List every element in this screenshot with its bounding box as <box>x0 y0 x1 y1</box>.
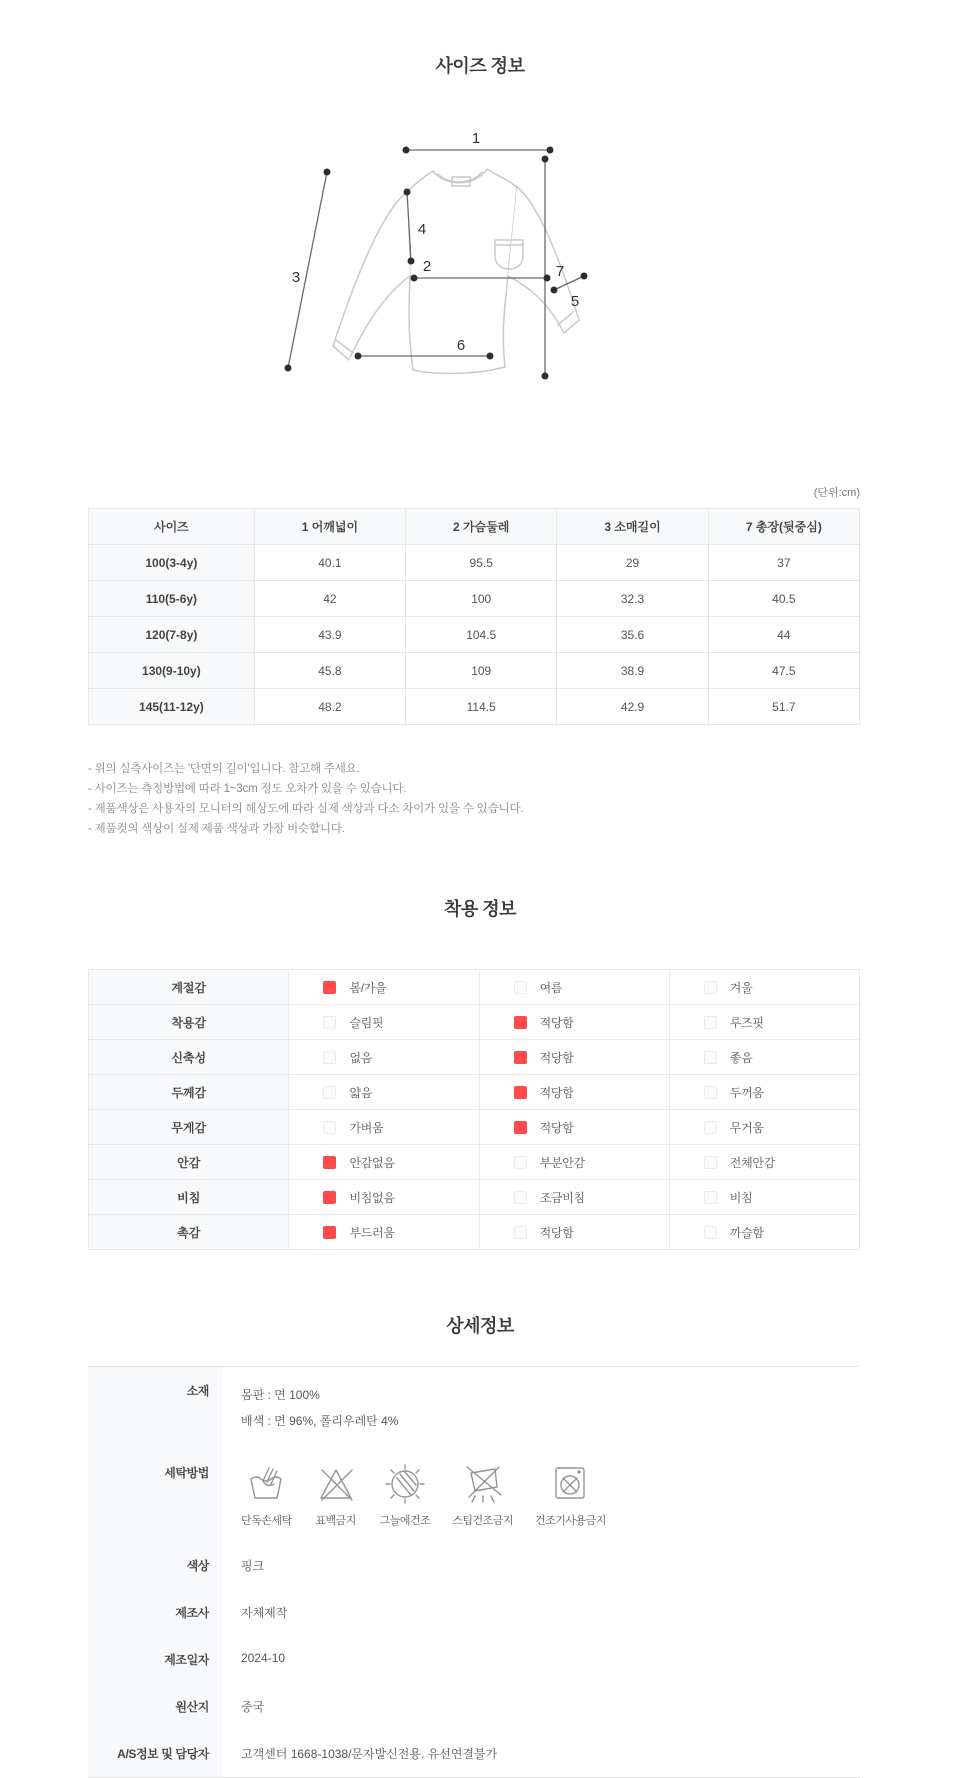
unchecked-box-icon <box>323 1086 336 1099</box>
fit-option-cell <box>289 1040 479 1075</box>
unit-label: (단위:cm) <box>813 487 860 499</box>
detail-row-label: 세탁방법 <box>88 1449 223 1542</box>
fit-option-cell <box>669 1005 859 1040</box>
fit-option-label: 적당함 <box>539 1120 574 1135</box>
fit-option-cell <box>669 1040 859 1075</box>
size-section-title: 사이즈 정보 <box>435 56 525 76</box>
fit-table-row <box>89 1180 860 1215</box>
wash-care-label: 그늘에건조 <box>379 1515 431 1527</box>
fit-option-cell <box>479 1005 669 1040</box>
checked-box-icon <box>323 1156 336 1169</box>
size-name-cell: 120(7-8y) <box>89 617 255 653</box>
size-value-cell: 44 <box>708 617 859 653</box>
fit-option-cell <box>479 970 669 1005</box>
fit-option-label: 조금비침 <box>539 1190 585 1205</box>
unchecked-box-icon <box>704 1051 717 1064</box>
fit-option-label: 비침없음 <box>349 1190 395 1205</box>
wash-care-symbol <box>452 1461 513 1528</box>
shirt-measurement-diagram <box>270 124 690 404</box>
size-column-header: 7 총장(뒷중심) <box>708 509 859 545</box>
unchecked-box-icon <box>704 1191 717 1204</box>
measure-label-2: 2 <box>422 258 432 275</box>
size-note-line: - 사이즈는 측정방법에 따라 1~3cm 정도 오차가 있을 수 있습니다. <box>88 783 407 795</box>
no-tumble-dry-icon <box>548 1461 592 1505</box>
fit-option-label: 적당함 <box>539 1085 574 1100</box>
size-value-cell: 40.5 <box>708 581 859 617</box>
checked-box-icon <box>323 981 336 994</box>
size-column-header: 3 소매길이 <box>557 509 708 545</box>
detail-row-label: A/S정보 및 담당자 <box>88 1730 223 1777</box>
wash-care-label: 건조기사용금지 <box>535 1515 606 1527</box>
size-table-body <box>89 545 860 725</box>
size-table-row <box>89 617 860 653</box>
size-note-line: - 제품색상은 사용자의 모니터의 해상도에 따라 실제 색상과 다소 차이가 있을 수 있습니다. <box>88 803 524 815</box>
fit-table-row <box>89 1005 860 1040</box>
fit-option-cell <box>669 1075 859 1110</box>
fit-option-label: 얇음 <box>349 1085 373 1100</box>
fit-option-cell <box>669 1215 859 1250</box>
unchecked-box-icon <box>514 1191 527 1204</box>
fit-option-label: 겨울 <box>729 980 753 995</box>
size-table-header-row <box>89 509 860 545</box>
detail-section-title: 상세정보 <box>446 1316 514 1336</box>
detail-row-label: 제조사 <box>88 1589 223 1636</box>
fit-section-title: 착용 정보 <box>443 899 517 919</box>
fit-option-cell <box>669 1180 859 1215</box>
fit-option-cell <box>479 1145 669 1180</box>
fit-option-cell <box>479 1075 669 1110</box>
checked-box-icon <box>514 1016 527 1029</box>
fit-category-label: 무게감 <box>89 1110 289 1145</box>
fit-option-label: 슬림핏 <box>349 1015 384 1030</box>
size-table-row <box>89 545 860 581</box>
size-value-cell: 43.9 <box>254 617 405 653</box>
checked-box-icon <box>514 1086 527 1099</box>
fit-option-cell <box>669 1110 859 1145</box>
fit-category-label: 착용감 <box>89 1005 289 1040</box>
fit-option-label: 까슬함 <box>729 1225 764 1240</box>
wash-care-symbol <box>380 1461 431 1528</box>
size-table-row <box>89 581 860 617</box>
handwash-icon <box>244 1461 288 1505</box>
measure-label-4: 4 <box>417 221 427 238</box>
fit-section <box>0 895 960 1250</box>
fit-option-label: 전체안감 <box>729 1155 775 1170</box>
measure-label-3: 3 <box>291 269 301 286</box>
fit-option-label: 안감없음 <box>349 1155 395 1170</box>
wash-care-label: 단독손세탁 <box>241 1515 292 1527</box>
detail-row-value: 고객센터 1668-1038/문자발신전용. 유선연결불가 <box>241 1747 498 1761</box>
unchecked-box-icon <box>323 1051 336 1064</box>
detail-row-label: 색상 <box>88 1542 223 1589</box>
fit-table-row <box>89 1110 860 1145</box>
size-value-cell: 48.2 <box>254 689 405 725</box>
no-bleach-icon <box>314 1461 358 1505</box>
size-value-cell: 35.6 <box>557 617 708 653</box>
size-value-cell: 42.9 <box>557 689 708 725</box>
fit-table <box>88 969 860 1250</box>
size-note-line: - 제품컷의 색상이 실제 제품 색상과 가장 비슷합니다. <box>88 823 345 835</box>
fit-table-row <box>89 1215 860 1250</box>
fit-option-label: 없음 <box>349 1050 373 1065</box>
size-value-cell: 37 <box>708 545 859 581</box>
size-value-cell: 100 <box>406 581 557 617</box>
shade-dry-icon <box>383 1461 427 1505</box>
fit-table-row <box>89 1145 860 1180</box>
fit-table-row <box>89 1040 860 1075</box>
size-value-cell: 114.5 <box>406 689 557 725</box>
fit-option-cell <box>289 1215 479 1250</box>
fit-option-label: 적당함 <box>539 1225 574 1240</box>
unchecked-box-icon <box>704 1016 717 1029</box>
unchecked-box-icon <box>704 1086 717 1099</box>
material-line: 배색 : 면 96%, 폴리우레탄 4% <box>241 1414 399 1428</box>
fit-table-body <box>89 970 860 1250</box>
size-value-cell: 38.9 <box>557 653 708 689</box>
detail-row-value: 자체제작 <box>241 1606 288 1620</box>
size-name-cell: 130(9-10y) <box>89 653 255 689</box>
detail-row-label: 원산지 <box>88 1683 223 1730</box>
size-value-cell: 47.5 <box>708 653 859 689</box>
size-value-cell: 95.5 <box>406 545 557 581</box>
size-name-cell: 100(3-4y) <box>89 545 255 581</box>
unchecked-box-icon <box>323 1016 336 1029</box>
unchecked-box-icon <box>514 981 527 994</box>
wash-care-symbol <box>241 1461 292 1528</box>
checked-box-icon <box>323 1191 336 1204</box>
size-value-cell: 32.3 <box>557 581 708 617</box>
size-table-row <box>89 653 860 689</box>
size-value-cell: 45.8 <box>254 653 405 689</box>
fit-option-cell <box>289 1145 479 1180</box>
wash-care-symbol <box>535 1461 606 1528</box>
measure-label-6: 6 <box>456 337 466 354</box>
fit-option-cell <box>479 1215 669 1250</box>
measure-label-1: 1 <box>471 130 481 147</box>
fit-option-label: 가벼움 <box>349 1120 384 1135</box>
fit-option-cell <box>289 970 479 1005</box>
size-value-cell: 40.1 <box>254 545 405 581</box>
size-column-header: 사이즈 <box>89 509 255 545</box>
size-value-cell: 29 <box>557 545 708 581</box>
measure-label-5: 5 <box>570 293 580 310</box>
size-note-line: - 위의 실측사이즈는 '단면의 길이'입니다. 참고해 주세요. <box>88 763 360 775</box>
fit-option-label: 여름 <box>539 980 563 995</box>
fit-category-label: 신축성 <box>89 1040 289 1075</box>
wash-care-label: 표백금지 <box>315 1515 356 1527</box>
detail-row-value <box>223 1449 860 1542</box>
detail-row-value <box>223 1367 860 1449</box>
checked-box-icon <box>323 1226 336 1239</box>
fit-option-label: 적당함 <box>539 1015 574 1030</box>
wash-care-symbol <box>314 1461 358 1528</box>
size-value-cell: 42 <box>254 581 405 617</box>
detail-table <box>88 1366 860 1778</box>
shirt-right-sleeve <box>508 187 579 333</box>
size-table <box>88 508 860 725</box>
fit-option-cell <box>289 1075 479 1110</box>
measure-label-7: 7 <box>555 263 565 280</box>
fit-option-cell <box>289 1180 479 1215</box>
unchecked-box-icon <box>514 1156 527 1169</box>
size-name-cell: 145(11-12y) <box>89 689 255 725</box>
fit-option-cell <box>669 970 859 1005</box>
detail-row-label: 소재 <box>88 1367 223 1449</box>
detail-row-value: 핑크 <box>241 1559 265 1573</box>
fit-option-label: 부분안감 <box>539 1155 585 1170</box>
fit-option-cell <box>479 1180 669 1215</box>
size-notes <box>88 759 860 839</box>
no-steam-dry-icon <box>461 1461 505 1505</box>
unchecked-box-icon <box>323 1121 336 1134</box>
fit-option-label: 좋음 <box>729 1050 753 1065</box>
fit-category-label: 촉감 <box>89 1215 289 1250</box>
unchecked-box-icon <box>704 1156 717 1169</box>
size-table-row <box>89 689 860 725</box>
fit-option-cell <box>669 1145 859 1180</box>
detail-row-label: 제조일자 <box>88 1636 223 1683</box>
unchecked-box-icon <box>704 1121 717 1134</box>
size-column-header: 1 어깨넓이 <box>254 509 405 545</box>
fit-category-label: 두께감 <box>89 1075 289 1110</box>
size-value-cell: 104.5 <box>406 617 557 653</box>
checked-box-icon <box>514 1121 527 1134</box>
detail-row-value: 2024-10 <box>241 1651 286 1665</box>
fit-category-label: 안감 <box>89 1145 289 1180</box>
fit-table-row <box>89 1075 860 1110</box>
fit-option-label: 봄/가을 <box>349 980 387 995</box>
size-value-cell: 51.7 <box>708 689 859 725</box>
unchecked-box-icon <box>704 1226 717 1239</box>
fit-category-label: 비침 <box>89 1180 289 1215</box>
detail-row-value: 중국 <box>241 1700 265 1714</box>
fit-option-label: 부드러움 <box>349 1225 395 1240</box>
fit-option-label: 무거움 <box>729 1120 764 1135</box>
unchecked-box-icon <box>704 981 717 994</box>
shirt-left-sleeve <box>333 192 410 360</box>
detail-section <box>0 1312 960 1778</box>
checked-box-icon <box>514 1051 527 1064</box>
fit-option-label: 두꺼움 <box>729 1085 764 1100</box>
wash-care-label: 스팀건조금지 <box>452 1515 514 1527</box>
size-value-cell: 109 <box>406 653 557 689</box>
fit-table-row <box>89 970 860 1005</box>
fit-option-label: 비침 <box>729 1190 753 1205</box>
size-section <box>0 0 960 839</box>
unchecked-box-icon <box>514 1226 527 1239</box>
fit-option-label: 적당함 <box>539 1050 574 1065</box>
material-line: 몸판 : 면 100% <box>241 1388 320 1402</box>
fit-option-cell <box>289 1110 479 1145</box>
fit-option-label: 루즈핏 <box>729 1015 764 1030</box>
fit-option-cell <box>479 1040 669 1075</box>
fit-option-cell <box>479 1110 669 1145</box>
fit-category-label: 계절감 <box>89 970 289 1005</box>
fit-option-cell <box>289 1005 479 1040</box>
size-name-cell: 110(5-6y) <box>89 581 255 617</box>
size-column-header: 2 가슴둘레 <box>406 509 557 545</box>
